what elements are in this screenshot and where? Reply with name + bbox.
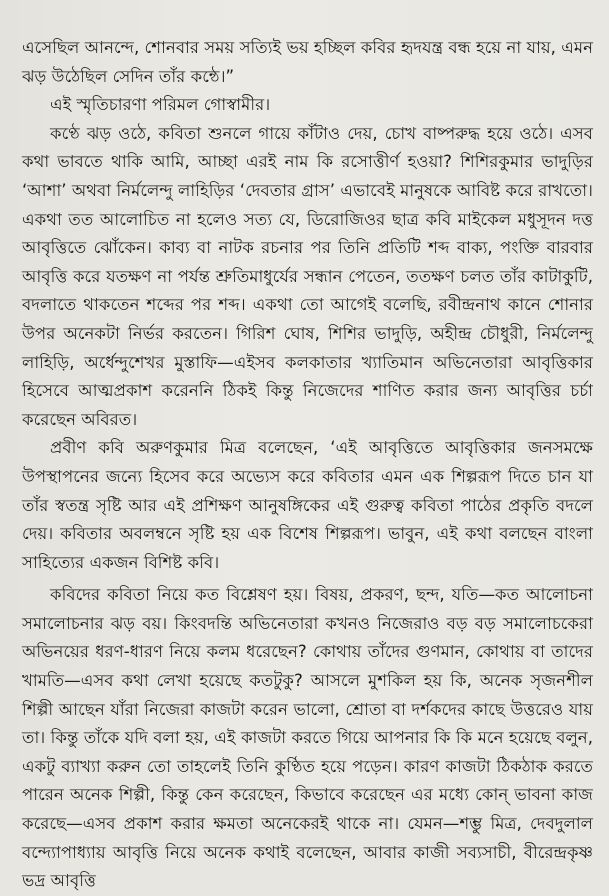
paragraph-arun-mitra-quote: প্রবীণ কবি অরুণকুমার মিত্র বলেছেন, ‘এই আবৃত্তিতে আবৃত্তিকার জনসমক্ষে উপস্থাপনের জন্যে হিসেব করে অভ্যেস করে কবিতার এমন এক শিল্পরূপ দিতে চান যা তাঁর স্বতন্ত্র সৃষ্টি আর এই প্রশিক্ষণ আনুষঙ্গিকের এই গুরুত্ব কবিতা পাঠের প্রকৃতি বদলে দেয়। কবিতার অবলম্বনে সৃষ্টি হয় এক বিশেষ শিল্পরূপ। ভাবুন, এই কথা বলছেন বাংলা সাহিত্যের একজন বিশিষ্ট কবি। xyxy=(22,438,593,572)
paragraph-recitation-history: কণ্ঠে ঝড় ওঠে, কবিতা শুনলে গায়ে কাঁটাও দেয়, চোখ বাষ্পরুদ্ধ হয়ে ওঠে। এসব কথা ভাবতে থাকি আমি, আচ্ছা এরই নাম কি রসোত্তীর্ণ হওয়া? শিশিরকুমার ভাদুড়ির ‘আশা’ অথবা নির্মলেন্দু লাহিড়ির ‘দেবতার গ্রাস’ এভাবেই মানুষকে আবিষ্ট করে রাখতো। একথা তত আলোচিত না হলেও সত্য যে, ডিরোজিওর ছাত্র কবি মাইকেল মধুসূদন দত্ত আবৃত্তিতে ঝোঁকেন। কাব্য বা নাটক রচনার পর তিনি প্রতিটি শব্দ বাক্য, পংক্তি বারবার আবৃত্তি করে যতক্ষণ না পর্যন্ত শ্রুতিমাধুর্যের সন্ধান পেতেন, ততক্ষণ চলত তাঁর কাটাকুটি, বদলাতে থাকতেন শব্দের পর শব্দ। একথা তো আগেই বলেছি, রবীন্দ্রনাথ কানে শোনার উপর অনেকটা নির্ভর করতেন। গিরিশ ঘোষ, শিশির ভাদুড়ি, অহীন্দ্র চৌধুরী, নির্মলেন্দু লাহিড়ি, অর্ধেন্দুশেখর মুস্তাফি—এইসব কলকাতার খ্যাতিমান অভিনেতারা আবৃত্তিকার হিসেবে আত্মপ্রকাশ করেননি ঠিকই কিন্তু নিজেদের শাণিত করার জন্য আবৃত্তির চর্চা করেছেন অবিরত। xyxy=(22,123,593,429)
paragraph-poetry-analysis: কবিদের কবিতা নিয়ে কত বিশ্লেষণ হয়। বিষয়, প্রকরণ, ছন্দ, যতি—কত আলোচনা সমালোচনার ঝড় বয়। কিংবদন্তি অভিনেতারা কখনও নিজেরাও বড় বড় সমালোচকেরা অভিনয়ের ধরণ-ধারণ নিয়ে কলম ধরেছেন? কোথায় তাঁদের গুণমান, কোথায় বা তাদের খামতি—এসব কথা লেখা হয়েছে কতটুকু? আসলে মুশকিল হয় কি, অনেক সৃজনশীল শিল্পী আছেন যাঁরা নিজেরা কাজটা করেন ভালো, শ্রোতা বা দর্শকদের কাছে উত্তরেও যায় তা। কিন্তু তাঁকে যদি বলা হয়, এই কাজটা করতে গিয়ে আপনার কি কি মনে হয়েছে বলুন, একটু ব্যাখ্যা করুন তো তাহলেই তিনি কুণ্ঠিত হয়ে পড়েন। কারণ কাজটা ঠিকঠাক করতে পারেন অনেক শিল্পী, কিন্তু কেন করেছেন, কিভাবে করেছেন এর মধ্যে কোন্ ভাবনা কাজ করেছে—এসব প্রকাশ করার ক্ষমতা অনেকেরই থাকে না। যেমন—শম্ভু মিত্র, দেবদুলাল বন্দ্যোপাধ্যায় আবৃত্তি নিয়ে অনেক কথাই বলেছেন, আবার কাজী সব্যসাচী, বীরেন্দ্রকৃষ্ণ ভদ্র আবৃত্তি xyxy=(22,585,593,891)
paragraph-continuation: এসেছিল আনন্দে, শোনবার সময় সত্যিই ভয় হচ্ছিল কবির হৃদযন্ত্র বন্ধ হয়ে না যায়, এমন ঝড় উঠেছিল সেদিন তাঁর কন্ঠে।” xyxy=(22,38,593,86)
paragraph-attribution: এই স্মৃতিচারণা পরিমল গোস্বামীর। xyxy=(50,95,271,115)
